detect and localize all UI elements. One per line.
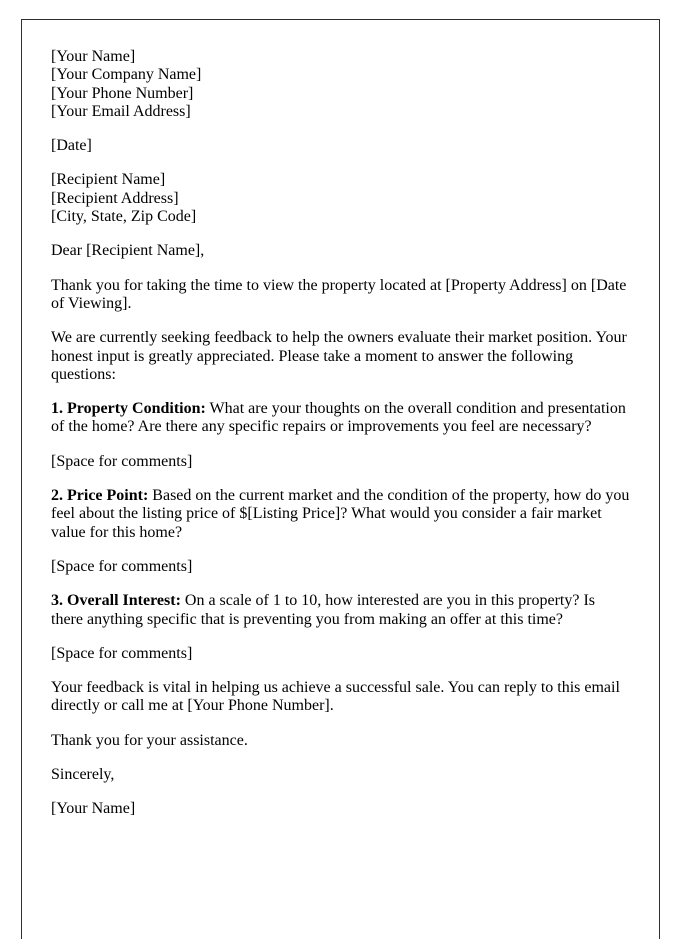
comments-placeholder-1: [Space for comments] (51, 452, 193, 470)
comments-placeholder-2: [Space for comments] (51, 557, 193, 575)
salutation: Dear [Recipient Name], (51, 242, 205, 260)
intro-paragraph: Thank you for taking the time to view the property located at [Property Address] on [Date of Viewing]. (51, 276, 627, 312)
question-1-label: 1. Property Condition: (51, 400, 206, 418)
question-3-label: 3. Overall Interest: (51, 592, 181, 610)
date-line: [Date] (51, 137, 92, 155)
question-2-text: Based on the current market and the condition of the property, how do you feel about the listing price of $[Listing Price]? What would you consider a fair market value for this home? (51, 487, 630, 541)
sender-company-line: [Your Company Name] (51, 66, 202, 84)
recipient-name-line: [Recipient Name] (51, 171, 166, 189)
thanks-line: Thank you for your assistance. (51, 731, 248, 749)
request-paragraph: We are currently seeking feedback to help the owners evaluate their market position. Your honest input is greatly appreciated. Please take a moment to answer the following questions: (51, 329, 627, 383)
signoff: Sincerely, (51, 766, 115, 784)
recipient-city-line: [City, State, Zip Code] (51, 208, 197, 226)
recipient-address-line: [Recipient Address] (51, 189, 179, 207)
sender-email-line: [Your Email Address] (51, 102, 191, 120)
sender-phone-line: [Your Phone Number] (51, 84, 194, 102)
signature: [Your Name] (51, 800, 136, 818)
question-paragraph-1 (51, 400, 630, 437)
question-2-label: 2. Price Point: (51, 487, 149, 505)
comments-placeholder-3: [Space for comments] (51, 644, 193, 662)
question-paragraph-3 (51, 592, 630, 629)
sender-block (51, 48, 630, 121)
recipient-block (51, 171, 630, 226)
sender-name-line: [Your Name] (51, 48, 136, 65)
letter-page (21, 19, 660, 939)
closing-paragraph: Your feedback is vital in helping us achieve a successful sale. You can reply to this email directly or call me at [Your Phone Number]. (51, 679, 620, 715)
question-3-text: On a scale of 1 to 10, how interested are you in this property? Is there anything specific that is preventing you from making an offer at this time? (51, 592, 595, 628)
question-1-text: What are your thoughts on the overall condition and presentation of the home? Are there any specific repairs or improvements you feel are necessary? (51, 400, 626, 436)
question-paragraph-2 (51, 487, 630, 542)
